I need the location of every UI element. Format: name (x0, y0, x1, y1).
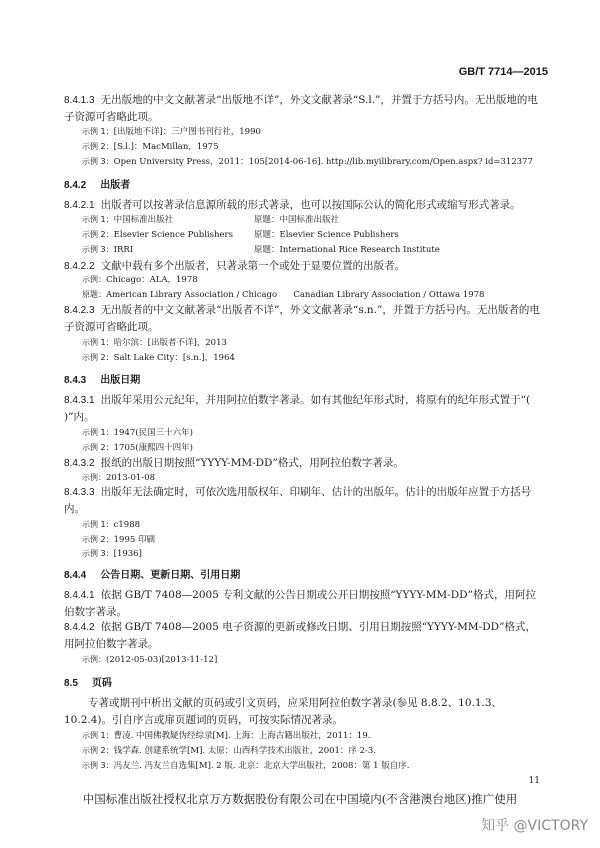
original-title: 原题：中国标准出版社 (254, 215, 340, 225)
section-title: 出版者 (100, 180, 131, 191)
example-label: 示例： (82, 655, 106, 664)
original-label: 原题： (82, 290, 106, 299)
example-line (82, 533, 552, 547)
example-label: 示例 1： (82, 428, 114, 437)
example-text: Chicago：ALA，1978 (106, 275, 198, 285)
clause-number: 8.4.2.1 (64, 200, 95, 211)
section-number: 8.4.3 (64, 375, 87, 386)
section-title: 出版日期 (100, 375, 141, 386)
original-title: 原题：International Rice Research Institute (254, 245, 440, 255)
clause-8-4-2-3 (64, 302, 544, 336)
clause-8-4-4-2 (64, 619, 544, 653)
example-label: 示例： (82, 275, 106, 284)
section-heading-8-4-2 (64, 177, 544, 194)
example-label: 示例 2： (82, 353, 114, 362)
clause-8-4-3-2 (64, 455, 544, 472)
clause-text: 无出版地的中文文献著录“出版地不详”，外文文献著录“S.l.”，并置于方括号内。无出版地的电子资源可省略此项。 (64, 94, 538, 123)
example-line (82, 155, 552, 169)
section-heading-8-5 (64, 675, 544, 692)
clause-text: 依据 GB/T 7408—2005 专利文献的公告日期或公开日期按照“YYYY-MM-DD”格式，用阿拉伯数字著录。 (64, 589, 536, 618)
clause-number: 8.4.4.1 (64, 590, 95, 601)
example-label: 示例 2： (82, 443, 114, 452)
clause-text: 文献中载有多个出版者，只著录第一个或处于显要位置的出版者。 (100, 260, 406, 272)
section-number: 8.5 (64, 678, 78, 689)
example-line (82, 243, 552, 257)
section-heading-8-4-4 (64, 567, 544, 584)
example-text: 曹凌. 中国佛教疑伪经综录[M]. 上海：上海古籍出版社，2011：19. (113, 731, 371, 741)
example-line (82, 228, 552, 242)
clause-number: 8.4.4.2 (64, 622, 95, 633)
clause-8-4-3-1 (64, 392, 544, 426)
example-line (82, 125, 552, 139)
example-line (82, 351, 552, 365)
example-line (82, 744, 552, 758)
original-text: American Library Association / Chicago Canadian Library Association / Ottawa 1978 (106, 290, 485, 300)
section-title: 公告日期、更新日期、引用日期 (100, 570, 241, 581)
example-line (82, 441, 552, 455)
clause-8-5-body (64, 695, 544, 729)
example-label: 示例 1： (82, 520, 114, 529)
section-number: 8.4.4 (64, 570, 87, 581)
clause-text: 专著或期刊中析出文献的页码或引文页码，应采用阿拉伯数字著录(参见 8.8.2、10.1.3、10.2.4)。引自序言或扉页题词的页码，可按实际情况著录。 (64, 697, 503, 726)
example-text: 冯友兰. 冯友兰自选集[M]. 2 版. 北京：北京大学出版社，2008：第 1 版自序. (113, 761, 410, 771)
example-line (82, 273, 552, 287)
standard-number: GB/T 7714—2015 (458, 66, 548, 78)
example-label: 示例 3： (82, 157, 114, 166)
example-text: 1705(康熙四十四年) (113, 443, 193, 453)
example-label: 示例 1： (82, 215, 114, 224)
example-text: Salt Lake City：[s.n.]，1964 (113, 353, 235, 363)
clause-text: 依据 GB/T 7408—2005 电子资源的更新或修改日期、引用日期按照“YYYY-MM-DD”格式，用阿拉伯数字著录。 (64, 621, 536, 650)
clause-8-4-1-3 (64, 92, 544, 126)
example-label: 示例 1： (82, 338, 114, 347)
clause-text: 无出版者的中文文献著录“出版者不详”，外文文献著录“s.n.”，并置于方括号内。无出版者的电子资源可省略此项。 (64, 304, 540, 333)
example-text: IRRI (113, 245, 134, 255)
clause-8-4-3-3 (64, 484, 544, 518)
clause-8-4-4-1 (64, 587, 544, 621)
example-line (82, 336, 552, 350)
example-line (82, 471, 552, 485)
example-text: Elsevier Science Publishers (113, 230, 233, 240)
example-label: 示例 2： (82, 746, 114, 755)
example-line (82, 653, 552, 667)
example-label: 示例 3： (82, 245, 114, 254)
section-heading-8-4-3 (64, 372, 544, 389)
clause-8-4-2-1 (64, 197, 544, 214)
example-text: [S.l.]：MacMillan，1975 (113, 142, 219, 152)
example-text: [出版地不详]：三户图书刊行社，1990 (113, 127, 261, 137)
example-label: 示例 2： (82, 142, 114, 151)
example-text: 哈尔滨：[出版者不详]，2013 (113, 338, 227, 348)
original-title: 原题：Elsevier Science Publishers (254, 230, 399, 240)
clause-text: 出版年无法确定时，可依次选用版权年、印刷年、估计的出版年。估计的出版年应置于方括号内。 (64, 486, 532, 515)
clause-text: 出版年采用公元纪年，并用阿拉伯数字著录。如有其他纪年形式时，将原有的纪年形式置于“( )”内。 (64, 394, 531, 423)
clause-number: 8.4.2.3 (64, 305, 95, 316)
example-text: 中国标准出版社 (113, 215, 174, 225)
clause-number: 8.4.3.2 (64, 458, 95, 469)
example-label: 示例 3： (82, 549, 114, 558)
example-line (82, 518, 552, 532)
example-line (82, 759, 552, 773)
clause-text: 报纸的出版日期按照“YYYY-MM-DD”格式，用阿拉伯数字著录。 (100, 457, 404, 469)
clause-number: 8.4.2.2 (64, 261, 95, 272)
example-line (82, 547, 552, 561)
example-label: 示例 2： (82, 230, 114, 239)
example-text: Open University Press，2011：105[2014-06-16]. http://lib.myilibrary.com/Open.aspx? id=312377 (113, 157, 533, 167)
example-text: 1995 印刷 (113, 535, 155, 545)
example-label: 示例： (82, 473, 106, 482)
example-line (82, 729, 552, 743)
example-text: 2013-01-08 (106, 473, 156, 483)
example-text: [1936] (113, 549, 142, 559)
watermark: 知乎 @VICTORY (481, 818, 588, 834)
example-text: (2012-05-03)[2013-11-12] (106, 655, 218, 665)
clause-number: 8.4.3.3 (64, 487, 95, 498)
section-number: 8.4.2 (64, 180, 87, 191)
example-text: 1947(民国三十六年) (113, 428, 193, 438)
page-number: 11 (528, 776, 540, 786)
section-title: 页码 (91, 678, 112, 689)
example-label: 示例 2： (82, 535, 114, 544)
footer-notice: 中国标准出版社授权北京万方数据股份有限公司在中国境内(不含港澳台地区)推广使用 (82, 792, 518, 806)
clause-number: 8.4.1.3 (64, 95, 95, 106)
example-text: c1988 (113, 520, 141, 530)
clause-text: 出版者可以按著录信息源所载的形式著录，也可以按国际公认的简化形式或缩写形式著录。 (100, 199, 521, 211)
example-text: 钱学森. 创建系统学[M]. 太原：山西科学技术出版社，2001：序 2-3. (113, 746, 377, 756)
clause-number: 8.4.3.1 (64, 395, 95, 406)
example-line (82, 426, 552, 440)
example-label: 示例 1： (82, 127, 114, 136)
original-title-line (82, 288, 552, 302)
example-label: 示例 3： (82, 761, 114, 770)
example-label: 示例 1： (82, 731, 114, 740)
example-line (82, 213, 552, 227)
example-line (82, 140, 552, 154)
